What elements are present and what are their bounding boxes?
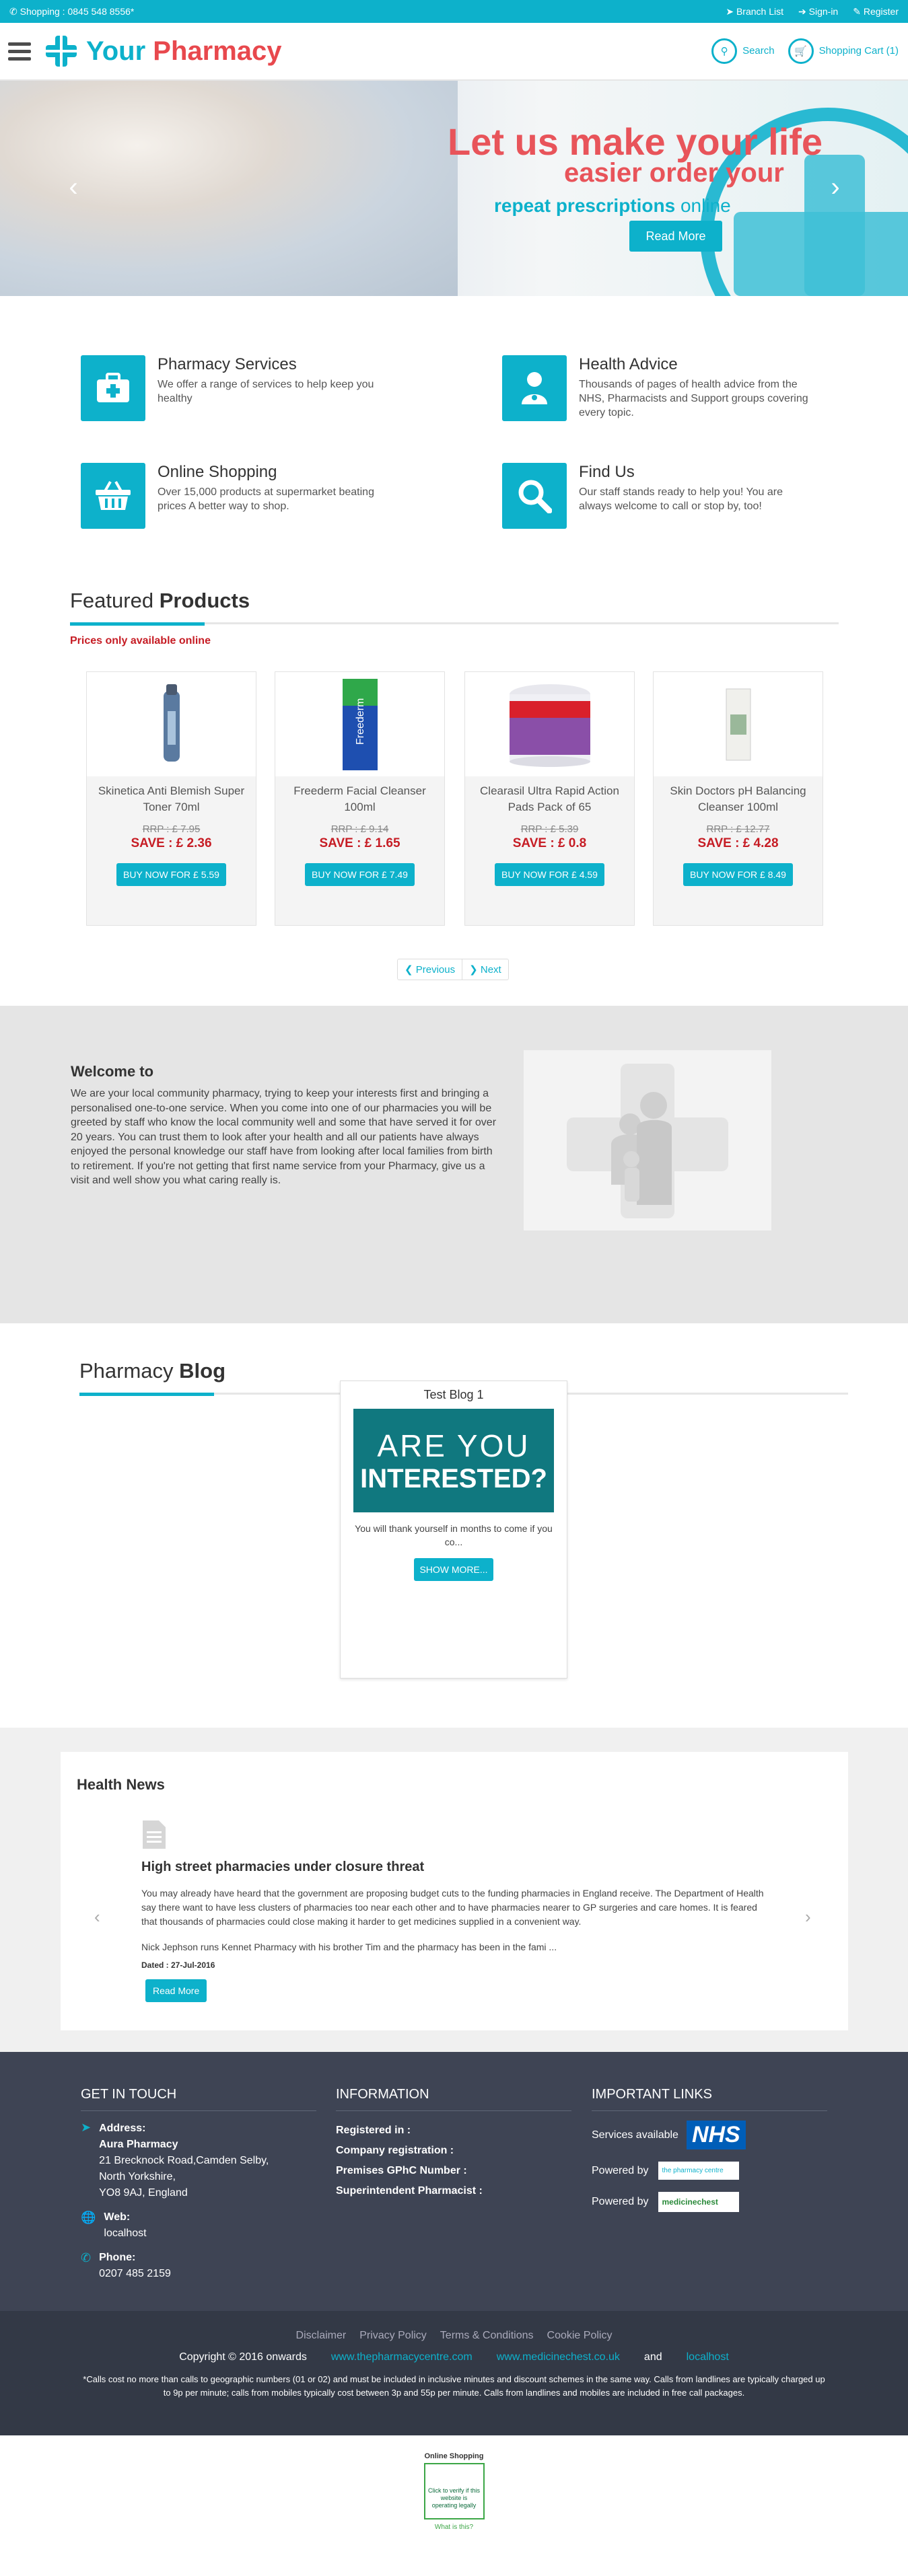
- information-column: [336, 2087, 571, 2201]
- phone-link[interactable]: ✆ Shopping : 0845 548 8556*: [9, 5, 135, 17]
- footer-links: [0, 2330, 908, 2342]
- badge-title: Online Shopping: [424, 2452, 484, 2460]
- verify-badge-button[interactable]: Click to verify if this website is operating legally: [424, 2463, 485, 2519]
- previous-page-button[interactable]: ❮ Previous: [398, 959, 462, 980]
- product-name[interactable]: Clearasil Ultra Rapid Action Pads Pack of 65: [480, 784, 619, 813]
- welcome-title: Welcome to: [71, 1063, 154, 1080]
- buy-now-button[interactable]: BUY NOW FOR £ 4.59: [495, 863, 604, 886]
- logo-pharmacy: Pharmacy: [153, 36, 282, 66]
- news-dated: Dated : 27-Jul-2016: [141, 1960, 215, 1970]
- buy-now-button[interactable]: BUY NOW FOR £ 8.49: [683, 863, 793, 886]
- chevron-left-icon[interactable]: ‹: [69, 172, 78, 202]
- phone-icon: ✆: [81, 2251, 92, 2265]
- search-button[interactable]: [711, 38, 775, 64]
- signin-label: Sign-in: [808, 5, 839, 17]
- site-footer: [0, 2052, 908, 2311]
- blog-title-a: Pharmacy: [79, 1359, 174, 1383]
- blog-title: [79, 1359, 848, 1383]
- news-body-2: Nick Jephson runs Kennet Pharmacy with his brother Tim and the pharmacy has been in the fami ...: [141, 1942, 557, 1952]
- site-logo[interactable]: [44, 34, 282, 68]
- buy-now-button[interactable]: BUY NOW FOR £ 7.49: [305, 863, 415, 886]
- disclaimer-link[interactable]: Disclaimer: [295, 2330, 347, 2341]
- product-rrp: RRP : £ 7.95: [142, 823, 201, 835]
- news-title: Health News: [77, 1776, 165, 1793]
- verification-badge: [0, 2452, 908, 2531]
- medicinechest-link[interactable]: www.medicinechest.co.uk: [496, 2351, 620, 2363]
- powered-by-label: Powered by: [592, 2196, 649, 2207]
- info-item: Premises GPhC Number :: [336, 2165, 467, 2176]
- register-label: Register: [863, 5, 899, 17]
- product-image[interactable]: [87, 672, 256, 776]
- cookie-policy-link[interactable]: Cookie Policy: [547, 2330, 613, 2341]
- cart-button[interactable]: [788, 38, 899, 64]
- address-line: YO8 9AJ, England: [99, 2187, 188, 2199]
- service-pharmacy-services[interactable]: [81, 355, 393, 421]
- first-aid-kit-icon: [81, 355, 145, 421]
- service-online-shopping[interactable]: [81, 463, 393, 529]
- next-label: Next: [480, 964, 501, 976]
- blog-image-line1: ARE YOU: [377, 1428, 530, 1463]
- product-save: SAVE : £ 0.8: [512, 836, 587, 850]
- featured-title-a: Featured: [70, 589, 154, 612]
- top-bar: [0, 0, 908, 23]
- branch-list-label: Branch List: [736, 5, 784, 17]
- product-rrp: RRP : £ 12.77: [706, 823, 770, 835]
- what-is-this-link[interactable]: What is this?: [434, 2524, 474, 2531]
- blog-card[interactable]: [340, 1381, 567, 1679]
- chevron-left-icon[interactable]: ‹: [94, 1907, 100, 1927]
- news-headline[interactable]: High street pharmacies under closure threat: [141, 1860, 425, 1874]
- info-item: Registered in :: [336, 2125, 411, 2136]
- pagination: [397, 959, 509, 980]
- health-news-panel: [61, 1752, 848, 2030]
- localhost-link[interactable]: localhost: [686, 2351, 729, 2363]
- hero-read-more-button[interactable]: Read More: [629, 221, 722, 252]
- prices-notice: Prices only available online: [70, 635, 211, 647]
- product-card[interactable]: [86, 671, 256, 926]
- news-read-more-button[interactable]: Read More: [145, 1979, 207, 2002]
- blog-title-b: Blog: [179, 1359, 226, 1383]
- privacy-policy-link[interactable]: Privacy Policy: [359, 2330, 427, 2341]
- address-line: Aura Pharmacy: [99, 2139, 178, 2150]
- important-links-title: IMPORTANT LINKS: [592, 2087, 712, 2102]
- blog-image-line2: INTERESTED?: [360, 1463, 547, 1494]
- product-card[interactable]: [275, 671, 445, 926]
- product-save: SAVE : £ 4.28: [697, 836, 779, 850]
- featured-title-b: Products: [159, 589, 250, 612]
- medicinechest-logo[interactable]: medicinechest: [658, 2192, 739, 2212]
- document-icon: [141, 1819, 167, 1853]
- svg-text:Freederm: Freederm: [354, 698, 366, 745]
- product-name[interactable]: Skin Doctors pH Balancing Cleanser 100ml: [670, 784, 806, 813]
- footer-bottom: [0, 2311, 908, 2435]
- service-title: Health Advice: [579, 355, 678, 373]
- search-label: Search: [742, 44, 775, 57]
- phone-number[interactable]: 0207 485 2159: [99, 2268, 171, 2279]
- welcome-section: [0, 1006, 908, 1323]
- hero-line-3b: online: [680, 195, 731, 216]
- hero-line-3a: repeat prescriptions: [494, 195, 676, 216]
- service-text: Our staff stands ready to help you! You are always welcome to call or stop by, too!: [579, 486, 783, 512]
- hero-line-1: Let us make your life: [448, 120, 823, 163]
- chevron-right-icon[interactable]: ›: [831, 172, 840, 202]
- buy-now-button[interactable]: BUY NOW FOR £ 5.59: [116, 863, 226, 886]
- news-body: You may already have heard that the government are proposing budget cuts to the funding pharmacies in England receive. The Department of Health say there want to have less clusters of pharmacies too near each other and to have pharmacies nearer to GP surgeries and care homes. It is feared that thousands of pharmacies could close making it harder to get medicines supplied in a convenient way.: [141, 1888, 764, 1927]
- next-page-button[interactable]: ❯ Next: [469, 964, 501, 976]
- service-title: Online Shopping: [158, 463, 277, 481]
- chevron-right-icon[interactable]: ›: [805, 1907, 811, 1927]
- pharmacy-centre-logo[interactable]: the pharmacy centre: [658, 2162, 739, 2180]
- hero-line-3: [494, 195, 731, 217]
- phone-text: Shopping : 0845 548 8556*: [20, 5, 135, 17]
- product-rrp: RRP : £ 9.14: [330, 823, 389, 835]
- nhs-logo[interactable]: NHS: [687, 2121, 746, 2149]
- product-name[interactable]: Skinetica Anti Blemish Super Toner 70ml: [98, 784, 245, 813]
- product-rrp: RRP : £ 5.39: [520, 823, 579, 835]
- copyright-text: Copyright © 2016 onwards: [179, 2351, 307, 2363]
- web-link[interactable]: localhost: [104, 2228, 147, 2239]
- powered-by-label: Powered by: [592, 2164, 649, 2176]
- location-arrow-icon: ➤: [81, 2121, 92, 2134]
- product-image[interactable]: [465, 672, 634, 776]
- and-text: and: [643, 2351, 662, 2363]
- services-available-label: Services available: [592, 2129, 678, 2141]
- web-label: Web:: [104, 2211, 131, 2223]
- nhs-row: [592, 2121, 827, 2149]
- product-save: SAVE : £ 2.36: [131, 836, 212, 850]
- get-in-touch-column: [81, 2087, 316, 2282]
- product-card[interactable]: [653, 671, 823, 926]
- service-find-us[interactable]: [502, 463, 814, 529]
- signin-link[interactable]: ➔ Sign-in: [798, 5, 839, 17]
- service-text: Thousands of pages of health advice from the NHS, Pharmacists and Support groups covering every topic.: [579, 379, 808, 418]
- blog-excerpt: You will thank yourself in months to come if you co...: [355, 1523, 553, 1547]
- welcome-text: We are your local community pharmacy, trying to keep your interests first and bringing a personalised one-to-one service. When you come into one of our pharmacies you will be greeted by staff who know the local community well and some that have served it for over 20 years. You can trust them to look after your health and all our patients have always enjoyed the personal knowledge our staff have from looking after local families from birth to retirement. If you're not getting that first name service from your Pharmacy, give us a visit and well show you what caring really is.: [71, 1088, 497, 1186]
- address-line: 21 Brecknock Road,Camden Selby,: [99, 2155, 269, 2166]
- terms-link[interactable]: Terms & Conditions: [440, 2330, 534, 2341]
- hero-line-2: easier order your: [564, 158, 784, 188]
- featured-title: [70, 589, 839, 613]
- service-text: Over 15,000 products at supermarket beating prices A better way to shop.: [158, 486, 374, 512]
- product-image[interactable]: [275, 672, 444, 776]
- featured-header: [70, 589, 839, 647]
- blog-image[interactable]: [353, 1409, 554, 1512]
- address-block: [81, 2121, 316, 2201]
- product-card[interactable]: [464, 671, 635, 926]
- web-block: [81, 2209, 316, 2242]
- doctor-icon: [502, 355, 567, 421]
- product-image[interactable]: [654, 672, 823, 776]
- address-line: North Yorkshire,: [99, 2171, 176, 2182]
- blog-post-title[interactable]: Test Blog 1: [423, 1388, 484, 1401]
- service-title: Find Us: [579, 463, 635, 481]
- service-text: We offer a range of services to help keep you healthy: [158, 379, 374, 404]
- product-save: SAVE : £ 1.65: [319, 836, 400, 850]
- address-label: Address:: [99, 2123, 146, 2134]
- menu-icon[interactable]: [8, 42, 31, 61]
- info-item: Superintendent Pharmacist :: [336, 2185, 483, 2197]
- cart-label: Shopping Cart (1): [818, 44, 899, 57]
- phone-block: [81, 2250, 316, 2282]
- calls-note: *Calls cost no more than calls to geographic numbers (01 or 02) and must be included in inclusive minutes and discount schemes in the same way. Calls from landlines are typically charged up to 9p per minute; calls from mobiles typically cost between 3p and 55p per minute. Calls from landlines and mobiles are included in free call packages.: [83, 2374, 825, 2398]
- cart-icon: 🛒: [788, 38, 814, 64]
- powered-row-2: [592, 2192, 827, 2212]
- show-more-button[interactable]: SHOW MORE...: [414, 1558, 493, 1581]
- service-title: Pharmacy Services: [158, 355, 297, 373]
- search-icon: [502, 463, 567, 529]
- branch-list-link[interactable]: ➤ Branch List: [726, 5, 784, 17]
- info-item: Company registration :: [336, 2145, 454, 2156]
- phone-label: Phone:: [99, 2252, 136, 2263]
- site-header: [0, 23, 908, 81]
- pharmacy-cross-icon: [44, 34, 78, 68]
- service-health-advice[interactable]: [502, 355, 814, 421]
- previous-label: Previous: [415, 964, 456, 976]
- hero-cross-horizontal: [734, 212, 908, 296]
- hero-banner: [0, 81, 908, 296]
- product-name[interactable]: Freederm Facial Cleanser 100ml: [293, 784, 426, 813]
- globe-icon: 🌐: [81, 2211, 96, 2224]
- featured-underline: [70, 622, 839, 624]
- logo-your: Your: [86, 36, 146, 66]
- copyright-row: [0, 2351, 908, 2363]
- register-link[interactable]: ✎ Register: [853, 5, 899, 17]
- family-illustration: [524, 1050, 771, 1230]
- powered-row-1: [592, 2162, 827, 2180]
- get-in-touch-title: GET IN TOUCH: [81, 2087, 177, 2102]
- basket-icon: [81, 463, 145, 529]
- pharmacy-centre-link[interactable]: www.thepharmacycentre.com: [330, 2351, 473, 2363]
- important-links-column: [592, 2087, 827, 2212]
- search-icon: ⚲: [711, 38, 737, 64]
- information-title: INFORMATION: [336, 2087, 429, 2102]
